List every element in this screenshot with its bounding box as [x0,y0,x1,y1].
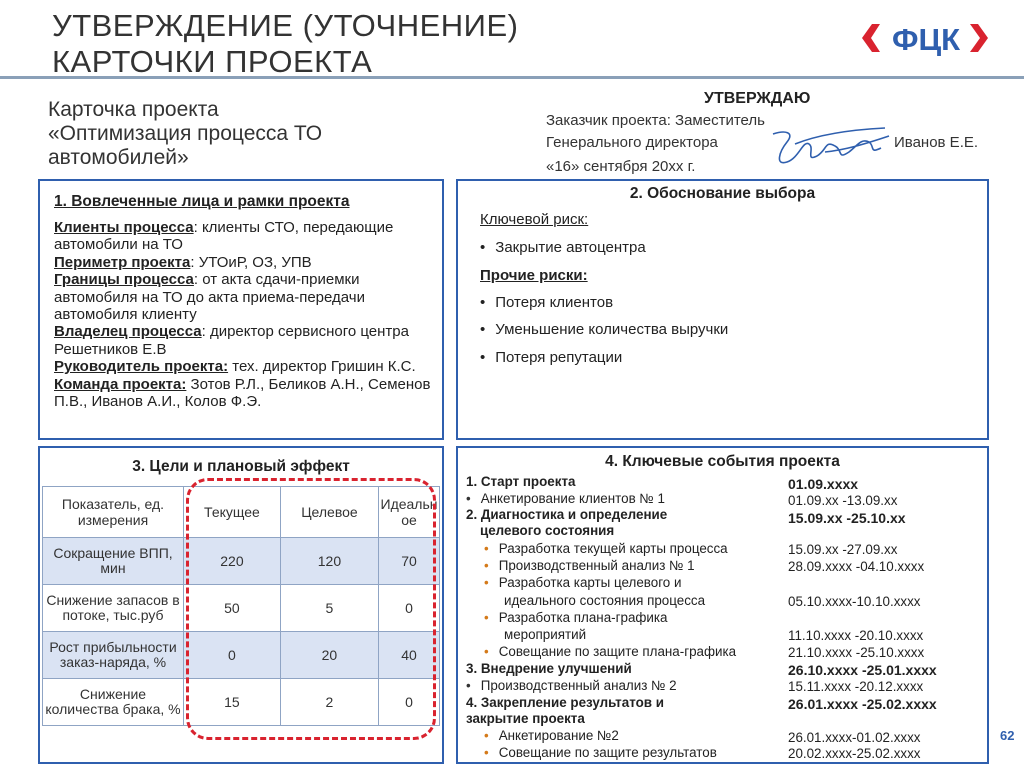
event-date: 15.09.хх -25.10.хх [788,510,906,526]
event-item: • Анкетирование клиентов № 1 [466,491,665,506]
handwritten-signature-icon [765,122,895,172]
logo-text: ФЦК [891,22,961,56]
indicator-cell: Снижение количества брака, % [43,679,184,726]
target-cell: 20 [280,632,378,679]
event-item: 3. Внедрение улучшений [466,661,632,676]
card-title-line-2: «Оптимизация процесса ТО [48,122,323,145]
page-title [52,8,518,80]
event-item: • Анкетирование №2 [484,728,619,743]
logo-left-chevron-icon [862,24,880,52]
title-line-2: КАРТОЧКИ ПРОЕКТА [52,44,373,79]
event-item: 4. Закрепление результатов и [466,695,664,710]
other-risk-item: • Потеря клиентов [480,294,613,311]
event-date: 01.09.хххх [788,476,859,492]
event-date: 26.01.хххх-01.02.хххх [788,730,921,745]
event-date: 01.09.хх -13.09.хх [788,493,898,508]
section4-heading: 4. Ключевые события проекта [605,453,840,470]
ideal-cell: 40 [379,632,440,679]
fck-logo [860,20,990,56]
involved-parties-section [38,179,444,440]
event-item: 2. Диагностика и определение [466,507,668,522]
event-date: 15.11.хххх -20.12.хххх [788,679,924,694]
approval-heading: УТВЕРЖДАЮ [704,90,811,107]
other-risk-item: • Потеря репутации [480,349,622,366]
key-risk-item: • Закрытие автоцентра [480,239,646,256]
event-item: 1. Старт проекта [466,474,576,489]
page-number: 62 [1000,728,1015,743]
selection-rationale-section [456,179,989,440]
title-divider [0,76,1024,79]
approval-name: Иванов Е.Е. [894,134,979,151]
ideal-cell: 0 [379,679,440,726]
event-item: • Производственный анализ № 2 [466,678,677,693]
indicator-cell: Снижение запасов в потоке, тыс.руб [43,585,184,632]
other-risk-item: • Уменьшение количества выручки [480,321,728,338]
event-date: 26.10.хххх -25.01.хххх [788,662,937,678]
event-item: мероприятий [504,627,587,642]
event-item: целевого состояния [480,523,615,538]
current-cell: 220 [184,538,281,585]
section2-heading: 2. Обоснование выбора [629,185,816,202]
ideal-cell: 70 [379,538,440,585]
current-cell: 0 [184,632,281,679]
event-item: • Разработка карты целевого и [484,575,681,590]
event-date: 20.02.хххх-25.02.хххх [788,746,921,761]
event-date: 11.10.хххх -20.10.хххх [788,628,924,643]
event-date: 15.09.хх -27.09.хх [788,542,898,557]
section3-heading: 3. Цели и плановый эффект [132,458,350,475]
section1-item: Руководитель проекта: тех. директор Гришин К.С. [54,358,416,376]
section1-heading: 1. Вовлеченные лица и рамки проекта [54,193,350,210]
event-date: 05.10.хххх-10.10.хххх [788,594,921,609]
event-item: • Разработка текущей карты процесса [484,541,728,556]
column-header: Показатель, ед. измерения [43,487,184,538]
section1-item: Периметр проекта: УТОиР, ОЗ, УПВ [54,253,312,271]
event-date: 26.01.хххх -25.02.хххх [788,696,937,712]
target-cell: 2 [280,679,378,726]
key-events-section [456,446,989,764]
event-item: • Совещание по защите результатов [484,745,717,760]
approval-customer-line: Заказчик проекта: Заместитель [546,112,765,129]
target-cell: 120 [280,538,378,585]
event-item: • Производственный анализ № 1 [484,558,695,573]
column-header: Целевое [280,487,378,538]
card-title-line-3: автомобилей» [48,146,189,169]
card-title-line-1: Карточка проекта [48,98,219,121]
current-cell: 15 [184,679,281,726]
current-cell: 50 [184,585,281,632]
event-item: идеального состояния процесса [504,593,706,608]
approval-date: «16» сентября 20хх г. [546,158,696,175]
other-risks-label: Прочие риски: [480,267,588,284]
title-line-1: УТВЕРЖДЕНИЕ (УТОЧНЕНИЕ) [52,8,519,43]
section1-item: Команда проекта: Зотов Р.Л., Беликов А.Н., Семенов П.В., Иванов А.И., Колов Ф.Э. [54,375,431,411]
section1-item: Границы процесса: от акта сдачи-приемки автомобиля на ТО до акта приема-передачи автомобиля клиенту [54,271,365,324]
section1-item: Клиенты процесса: клиенты СТО, передающие автомобили на ТО [54,219,394,254]
column-header: Идеальн ое [379,487,440,538]
event-item: закрытие проекта [466,711,585,726]
column-header: Текущее [184,487,281,538]
event-item: • Разработка плана-графика [484,610,668,625]
indicator-cell: Рост прибыльности заказ-наряда, % [43,632,184,679]
highlight-dashed-frame [186,478,436,740]
project-card-title [48,98,322,170]
event-date: 21.10.хххх -25.10.хххх [788,645,925,660]
ideal-cell: 0 [379,585,440,632]
target-cell: 5 [280,585,378,632]
event-item: • Совещание по защите плана-графика [484,644,736,659]
section1-item: Владелец процесса: директор сервисного центра Решетников Е.В [54,323,409,358]
logo-right-chevron-icon [970,24,988,52]
approval-position-line: Генерального директора [546,134,718,151]
key-risk-label: Ключевой риск: [480,211,589,228]
indicator-cell: Сокращение ВПП, мин [43,538,184,585]
event-date: 28.09.хххх -04.10.хххх [788,559,925,574]
